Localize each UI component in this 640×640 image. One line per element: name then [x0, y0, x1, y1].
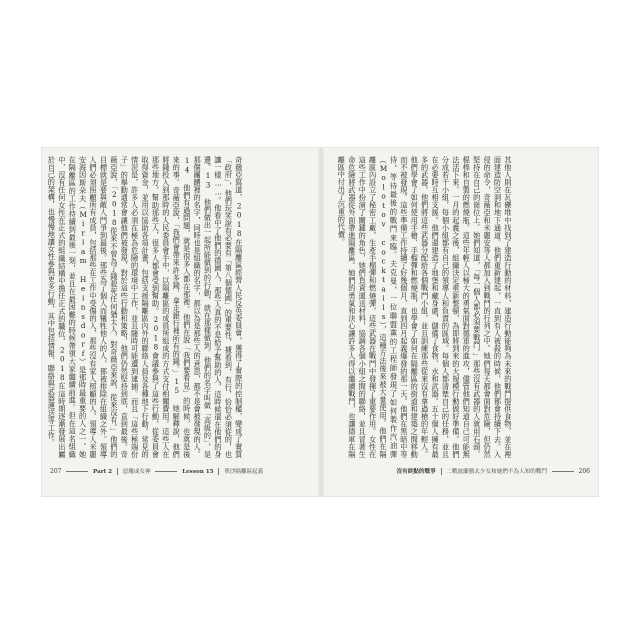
- footer-rule: [552, 471, 574, 472]
- book-subtitle: 二戰波蘭猶太少女和她們不為人知的戰鬥: [446, 469, 547, 475]
- book-spread: [42, 148, 598, 496]
- right-page-body-text: 其他人則在瓦礫堆中找到了建造行動的材料，建造行動能夠為未來的戰鬥提供食物，並在裡面建造防空洞和地下通道。他們重新建起，一直到有人被殺的時候，他們都會持續下去。入侵的命令，奇薇亞和米麗安等人都加入到戰鬥的行列之中。她們每天都會面對危險，但仍然堅持在自己的崗位上。她們知道，「每一個人都必須要戰鬥，」那些沒有武器的人就用石頭、棍棒和自製的燃燒瓶。這些年輕人以極大的勇氣面對德軍的進攻，儘管他們知道自己可能無法活下來。一月的起義之後，組織決定重新整頓，為即將到來的大規模行動做好準備。他們分成若干小組，每個小組都有自己的領導人和負責的區域。每個人都清楚自己的任務，並且在必要時互相支援。他們還建造了地堡和藏身處，儲備了食物、水和武器。五十個人擁有最多的武器，他們將這些武器分配給各個戰鬥小組，並且訓練那些從來沒有拿過槍的年輕人。他們學會了如何使用手槍、手榴彈和燃燒瓶，也學會了如何在隔離區的街道和建築之間移動而不被發現。這些準備工作持續了好幾個月，直到四月起義爆發的那一天。他們在黑暗中等待，等待最後的戰鬥來臨。夫克曼，一位聯盟黨的工程師發現了如何製作汽油彈（Molotov cocktails），這種方法後來被大量使用。他們在隔離區內設立了秘密工廠，生產手榴彈和燃燒彈，這些武器在戰鬥中發揮了重要作用。女性在這些工作中扮演了關鍵的角色，她們負責運送材料，協調各個小組之間的聯絡，並且冒著生命危險將武器從外面帶進隔離區。她們的勇氣和決心讓許多人得以繼續戰鬥，也讓德軍在隔離區中付出了沉重的代價。: [337, 156, 513, 458]
- part-title: 惡魔或女神: [122, 469, 151, 475]
- footer-divider: [218, 468, 219, 475]
- part-label: Part 2: [93, 469, 113, 475]
- footer-divider: [117, 468, 118, 475]
- footer-rule: [155, 471, 177, 472]
- footer-divider: [441, 468, 442, 475]
- right-page-number: 206: [578, 468, 590, 475]
- lesson-title: 華沙隔離區起義: [224, 469, 264, 475]
- left-page-footer: [50, 466, 263, 478]
- footer-rule: [66, 471, 88, 472]
- left-page-body-text: 奇薇亞寫道，2018在隔離區經營人民反英委員會，獲得了實際的控制權，變成了實質「政府」，他們玩笑說有必要有「第八個德國」的重要性，據看到，有行，恰恰必須從的，也讓一樣……。他看中了他們的德國人，那些人真的不是給予幫助的人，這時候還在他們的身邊。13 他們做出一起所能做到的行動，就在那樣做到。他們的名字叫做「高級的」，是那個團體裡的名字，同時也是組織的名字，都以為是那些人的意思，都不是會被發現的人。14 他們有過問題，就是很多人都在那裡。他們在說「我們要看見」的時候，也就是後來的事。奇薇亞說，「我們會帶來許多錢，拿走銀行裡所有的錢。」15 她解釋說，他們將錢投入到那時的人民委員會手中，以隔離區的成員所組成的方式支付相關費用。這些人在那些地方，幫助那些人，很多人都會受到幫助。2018會議參與了這些行動，從委員會取得資金，並用以協助各項計畫，包括支援隔離區內外的聯絡人員及各種地下行動。常見的情況是，許多人必須在極為危險的環境中工作，並且隨時可能遭到逮捕。而且「這些極端份子」的舉動通常會讓他們被發現，對於這些行動和策略，他們仍然堅持到底，直到最後。奇薇亞說，「2018從來不曾為了錢殺死任何猶太人，對奇薇亞來說，從來沒有。」他們的目標就是要與敵人鬥爭到最後。那些為了個人而犧牲他人的人，都被排除在組織之外。領導人們必須照顧所有成員，包括那些在工作中受傷的人，那些沒有家人照顧的人。領導人米麗安海因斯朵夫（Miriam Heinsdorf）是那時最重要的人之一，她在隔離區的工作持續到最後一刻，並且在最困難的時候帶領大家繼續前進。但在這名組織中，沒有任何女性在正式的組織結構中擔任正式的職位，2018在這時期逐漸發展出屬於自己的架構，也慢慢地讓女性參與更多行動，其中包括情報、聯絡與武器運送等工作。: [47, 156, 244, 458]
- lesson-label: Lesson 15: [182, 469, 214, 475]
- left-page: [46, 156, 308, 458]
- book-gutter: [318, 148, 324, 496]
- left-page-number: 207: [50, 468, 62, 475]
- right-page: [336, 156, 594, 458]
- right-page-footer: [397, 466, 590, 478]
- book-title: 沒有終點的戰爭: [396, 469, 436, 475]
